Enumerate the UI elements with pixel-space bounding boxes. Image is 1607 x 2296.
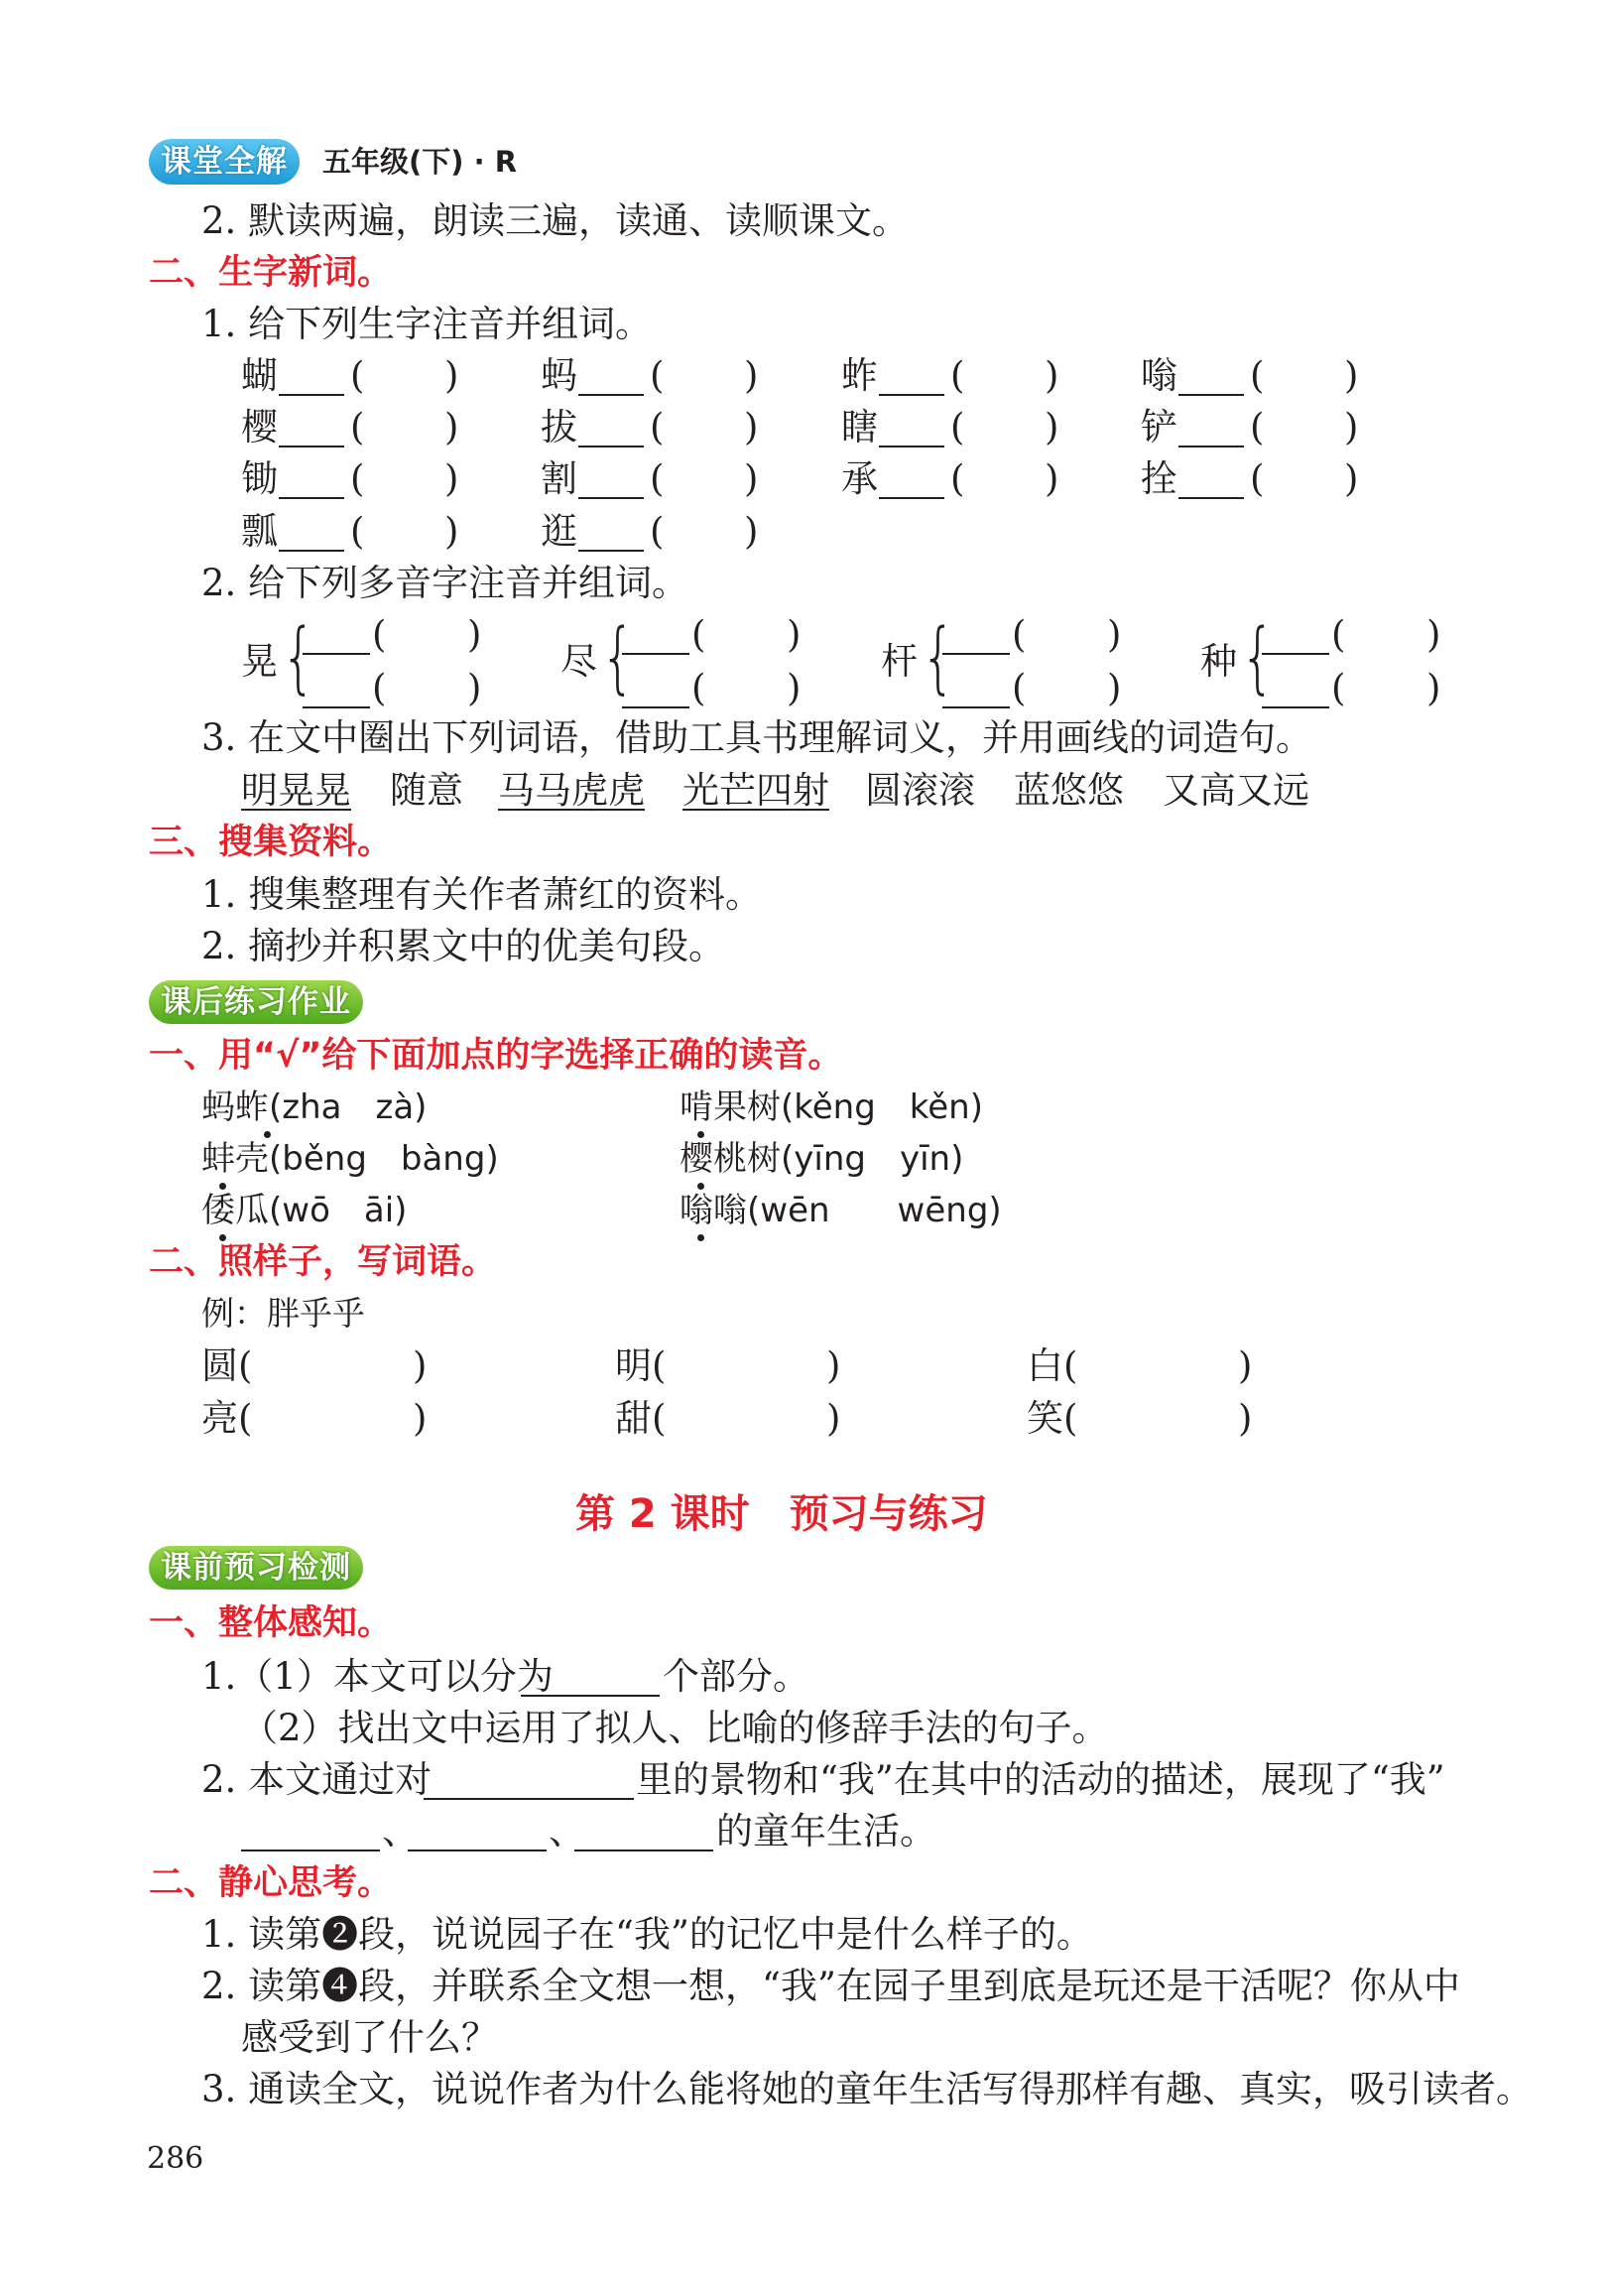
vocabulary-word: 圆滚滚: [865, 769, 975, 812]
character: 承: [841, 457, 878, 500]
brace-icon: {: [600, 613, 636, 702]
character: 嗡: [1141, 354, 1177, 397]
paren-close: ): [744, 510, 759, 553]
grade-label: 五年级(下) · R: [322, 145, 518, 179]
pinyin-blank[interactable]: [622, 617, 689, 655]
pinyin-blank[interactable]: [1262, 671, 1329, 708]
answer-blank[interactable]: [574, 1814, 713, 1851]
vocabulary-word: 蓝悠悠: [1014, 769, 1124, 812]
exercise-title-words: 二、照样子，写词语。: [149, 1242, 497, 1282]
paren-close: ): [787, 667, 802, 709]
paren-open: (: [1250, 354, 1265, 397]
paren-open: (: [1012, 667, 1027, 709]
pinyin-blank[interactable]: [578, 410, 644, 447]
section-title-think: 二、静心思考。: [149, 1863, 393, 1903]
paren-open: (: [350, 510, 365, 553]
paren-close: ): [744, 406, 759, 448]
emphasis-dot: [219, 1183, 226, 1190]
answer-blank[interactable]: [241, 1814, 380, 1851]
section-title-overview: 一、整体感知。: [149, 1603, 393, 1643]
emphasis-dot: [264, 1131, 271, 1138]
pinyin-blank[interactable]: [879, 358, 944, 396]
word-prompt: 亮(: [201, 1397, 253, 1440]
lesson-title: 第 2 课时 预习与练习: [575, 1491, 988, 1537]
vocabulary-word: 明晃晃: [241, 769, 351, 812]
pinyin-blank[interactable]: [879, 461, 944, 499]
polyphone-character: 杆: [881, 640, 918, 683]
paren-close: ): [413, 1397, 428, 1440]
paren-close: ): [1045, 457, 1059, 500]
character: 瞎: [841, 406, 878, 448]
paren-open: (: [1012, 613, 1027, 656]
paren-open: (: [650, 457, 665, 500]
paren-open: (: [650, 510, 665, 553]
overview-q1-2: （2）找出文中运用了拟人、比喻的修辞手法的句子。: [241, 1707, 1109, 1749]
emphasis-dot: [697, 1234, 704, 1241]
paren-close: ): [467, 613, 482, 656]
paren-close: ): [1344, 406, 1359, 448]
paren-close: ): [444, 510, 459, 553]
paren-close: ): [413, 1344, 428, 1387]
word-prompt: 圆(: [201, 1344, 253, 1387]
question-3: 3. 在文中圈出下列词语，借助工具书理解词义，并用画线的词造句。: [201, 716, 1313, 759]
pinyin-blank[interactable]: [303, 617, 370, 655]
exercise-title-pinyin: 一、用“√”给下面加点的字选择正确的读音。: [149, 1036, 843, 1076]
vocabulary-word: 随意: [390, 769, 463, 812]
character: 拴: [1141, 457, 1177, 500]
question-2: 2. 给下列多音字注音并组词。: [201, 562, 689, 604]
pinyin-blank[interactable]: [578, 514, 644, 552]
vocabulary-word: 光芒四射: [682, 769, 829, 812]
overview-q2-end: 的童年生活。: [716, 1810, 936, 1852]
pinyin-blank[interactable]: [279, 514, 344, 552]
pinyin-choice: 蚂蚱(zha zà): [201, 1087, 428, 1127]
reading-instruction: 2. 默读两遍，朗读三遍，读通、读顺课文。: [201, 199, 910, 242]
character: 蚂: [541, 354, 577, 397]
paren-close: ): [826, 1397, 841, 1440]
page-number: 286: [147, 2141, 204, 2176]
word-prompt: 笑(: [1027, 1397, 1078, 1440]
course-badge: 课堂全解: [149, 139, 300, 185]
paren-open: (: [691, 667, 706, 709]
overview-q2-start: 2. 本文通过对: [201, 1758, 433, 1801]
after-class-badge: 课后练习作业: [149, 980, 363, 1024]
pinyin-blank[interactable]: [578, 358, 644, 396]
paren-open: (: [1250, 457, 1265, 500]
word-prompt: 甜(: [615, 1397, 667, 1440]
separator: 、: [549, 1810, 585, 1852]
think-question: 1. 读第❷段，说说园子在“我”的记忆中是什么样子的。: [201, 1913, 1093, 1956]
paren-close: ): [444, 354, 459, 397]
question-1: 1. 给下列生字注音并组词。: [201, 303, 653, 345]
pinyin-blank[interactable]: [1178, 358, 1244, 396]
paren-open: (: [350, 354, 365, 397]
paren-close: ): [467, 667, 482, 709]
paren-close: ): [444, 457, 459, 500]
paren-open: (: [950, 354, 965, 397]
separator: 、: [382, 1810, 419, 1852]
pinyin-blank[interactable]: [303, 671, 370, 708]
paren-close: ): [787, 613, 802, 656]
paren-close: ): [1238, 1344, 1253, 1387]
answer-blank[interactable]: [424, 1762, 634, 1800]
pinyin-blank[interactable]: [279, 358, 344, 396]
paren-open: (: [350, 457, 365, 500]
character: 锄: [241, 457, 278, 500]
think-question: 感受到了什么？: [241, 2016, 498, 2059]
paren-close: ): [1045, 406, 1059, 448]
character: 逛: [541, 510, 577, 553]
pinyin-choice: 嗡嗡(wēn wēng): [680, 1191, 1002, 1230]
example-word: 例：胖乎乎: [201, 1294, 365, 1333]
paren-close: ): [1344, 457, 1359, 500]
paren-close: ): [1107, 667, 1122, 709]
character: 瓢: [241, 510, 278, 553]
pinyin-choice: 倭瓜(wō āi): [201, 1191, 408, 1230]
vocabulary-word: 马马虎虎: [498, 769, 645, 812]
pinyin-blank[interactable]: [879, 410, 944, 447]
overview-q1-end: 个部分。: [663, 1655, 809, 1698]
character: 樱: [241, 406, 278, 448]
paren-open: (: [650, 406, 665, 448]
character: 拔: [541, 406, 577, 448]
pinyin-blank[interactable]: [942, 617, 1010, 655]
character: 割: [541, 457, 577, 500]
pinyin-blank[interactable]: [1178, 410, 1244, 447]
word-prompt: 白(: [1027, 1344, 1078, 1387]
pinyin-choice: 蚌壳(běng bàng): [201, 1139, 499, 1179]
think-question: 3. 通读全文，说说作者为什么能将她的童年生活写得那样有趣、真实，吸引读者。: [201, 2068, 1534, 2110]
paren-close: ): [1426, 667, 1441, 709]
polyphone-character: 种: [1200, 640, 1237, 683]
think-question: 2. 读第❹段，并联系全文想一想，“我”在园子里到底是玩还是干活呢？你从中: [201, 1965, 1460, 2007]
polyphone-character: 尽: [560, 640, 597, 683]
pinyin-blank[interactable]: [1178, 461, 1244, 499]
pinyin-blank[interactable]: [279, 410, 344, 447]
pinyin-blank[interactable]: [622, 671, 689, 708]
overview-q2-mid: 里的景物和“我”在其中的活动的描述，展现了“我”: [636, 1758, 1445, 1801]
paren-open: (: [1250, 406, 1265, 448]
section-title-new-words: 二、生字新词。: [149, 253, 393, 293]
paren-close: ): [1344, 354, 1359, 397]
pinyin-choice: 啃果树(kěng kěn): [680, 1087, 983, 1127]
paren-open: (: [650, 354, 665, 397]
paren-open: (: [372, 667, 387, 709]
paren-open: (: [691, 613, 706, 656]
emphasis-dot: [697, 1131, 704, 1138]
brace-icon: {: [281, 613, 316, 702]
answer-blank[interactable]: [521, 1659, 660, 1697]
polyphone-character: 晃: [241, 640, 278, 683]
paren-close: ): [826, 1344, 841, 1387]
word-prompt: 明(: [615, 1344, 667, 1387]
paren-close: ): [744, 354, 759, 397]
paren-open: (: [1331, 613, 1346, 656]
paren-open: (: [1331, 667, 1346, 709]
paren-open: (: [350, 406, 365, 448]
emphasis-dot: [697, 1183, 704, 1190]
paren-open: (: [950, 457, 965, 500]
overview-q1: 1.（1）本文可以分为: [201, 1655, 554, 1698]
paren-open: (: [950, 406, 965, 448]
character: 蚱: [841, 354, 878, 397]
paren-close: ): [1426, 613, 1441, 656]
collect-item: 1. 搜集整理有关作者萧红的资料。: [201, 873, 763, 916]
vocabulary-word: 又高又远: [1163, 769, 1309, 812]
pinyin-choice: 樱桃树(yīng yīn): [680, 1139, 964, 1179]
paren-close: ): [1045, 354, 1059, 397]
pinyin-blank[interactable]: [578, 461, 644, 499]
pinyin-blank[interactable]: [1262, 617, 1329, 655]
character: 蝴: [241, 354, 278, 397]
paren-close: ): [744, 457, 759, 500]
preview-badge: 课前预习检测: [149, 1546, 363, 1590]
answer-blank[interactable]: [408, 1814, 547, 1851]
section-title-collect: 三、搜集资料。: [149, 823, 393, 862]
brace-icon: {: [1240, 613, 1276, 702]
character: 铲: [1141, 406, 1177, 448]
pinyin-blank[interactable]: [279, 461, 344, 499]
paren-close: ): [1238, 1397, 1253, 1440]
paren-close: ): [1107, 613, 1122, 656]
paren-open: (: [372, 613, 387, 656]
brace-icon: {: [921, 613, 956, 702]
paren-close: ): [444, 406, 459, 448]
collect-item: 2. 摘抄并积累文中的优美句段。: [201, 925, 726, 967]
pinyin-blank[interactable]: [942, 671, 1010, 708]
